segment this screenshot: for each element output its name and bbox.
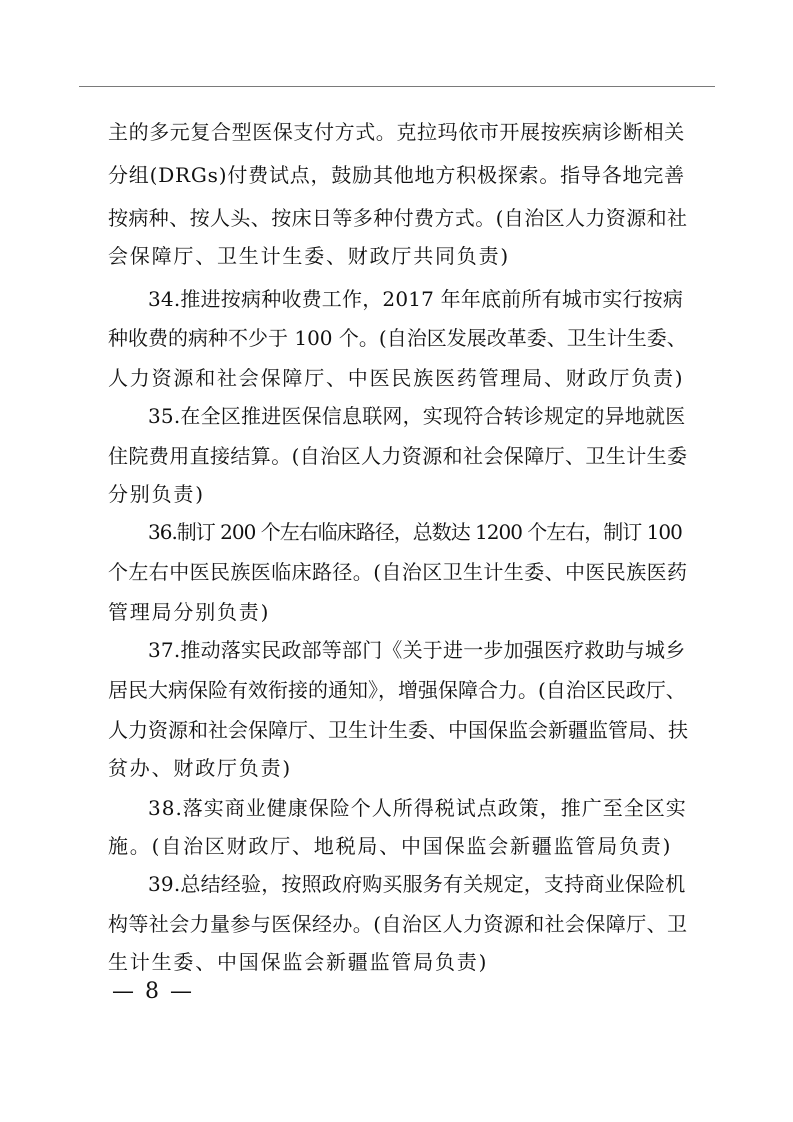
text-line: 种收费的病种不少于 100 个。(自治区发展改革委、卫生计生委、 [108, 326, 687, 350]
text-line: 分别负责) [108, 482, 205, 506]
text-line: 居民大病保险有效衔接的通知》，增强保障合力。(自治区民政厅、 [108, 678, 686, 702]
text-line: 主的多元复合型医保支付方式。克拉玛依市开展按疾病诊断相关 [108, 120, 685, 144]
text-line: 会保障厅、卫生计生委、财政厅共同负责) [108, 244, 511, 268]
text-line: 个左右中医民族医临床路径。(自治区卫生计生委、中医民族医药 [108, 560, 688, 584]
text-line: 人力资源和社会保障厅、中医民族医药管理局、财政厅负责) [108, 366, 685, 390]
item-38-line-1: 38.落实商业健康保险个人所得税试点政策，推广至全区实 [148, 796, 687, 820]
text-line: 管理局分别负责) [108, 600, 271, 624]
item-35-line-1: 35.在全区推进医保信息联网，实现符合转诊规定的异地就医 [148, 404, 686, 428]
text-line: 构等社会力量参与医保经办。(自治区人力资源和社会保障厅、卫 [108, 912, 688, 936]
text-line: 生计生委、中国保监会新疆监管局负责) [108, 950, 489, 974]
item-36-line-1: 36.制订 200 个左右临床路径，总数达 1200 个左右，制订 100 [148, 520, 682, 544]
text-line: 施。(自治区财政厅、地税局、中国保监会新疆监管局负责) [108, 834, 673, 858]
text-line: 人力资源和社会保障厅、卫生计生委、中国保监会新疆监管局、扶 [108, 718, 688, 742]
text-line: 分组(DRGs)付费试点，鼓励其他地方积极探索。指导各地完善 [108, 163, 685, 187]
header-rule [79, 86, 715, 87]
text-line: 住院费用直接结算。(自治区人力资源和社会保障厅、卫生计生委 [108, 444, 688, 468]
page-number: — 8 — [112, 979, 194, 1004]
item-34-line-1: 34.推进按病种收费工作，2017 年年底前所有城市实行按病 [148, 287, 684, 311]
item-39-line-1: 39.总结经验，按照政府购买服务有关规定，支持商业保险机 [148, 872, 686, 896]
text-line: 按病种、按人头、按床日等多种付费方式。(自治区人力资源和社 [108, 206, 688, 230]
text-line: 贫办、财政厅负责) [108, 756, 293, 780]
item-37-line-1: 37.推动落实民政部等部门《关于进一步加强医疗救助与城乡 [148, 638, 686, 662]
